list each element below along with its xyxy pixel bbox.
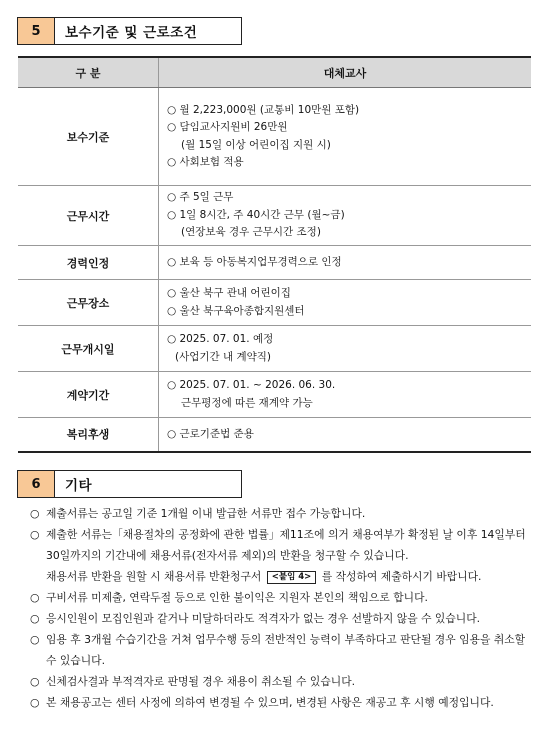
content-line: ○ 월 2,223,000원 (교통비 10만원 포함) [167, 103, 360, 116]
content-line: ○ 사회보험 적용 [167, 156, 244, 168]
table-row [18, 326, 531, 372]
row-label: 계약기간 [18, 372, 159, 418]
content-line: 근무평정에 따른 재계약 가능 [181, 396, 313, 409]
list-item [30, 629, 535, 671]
row-content [159, 280, 532, 326]
content-line: ○ 주 5일 근무 [167, 191, 234, 204]
section-6-header [17, 470, 242, 498]
bullet-icon: ○ [30, 528, 40, 541]
section-title: 기타 [55, 470, 242, 498]
table-row [18, 88, 531, 186]
table-row [18, 246, 531, 280]
section-title: 보수기준 및 근로조건 [55, 17, 242, 45]
note-text: 구비서류 미제출, 연락두절 등으로 인한 불이익은 지원자 본인의 책임으로 합니다. [46, 591, 428, 604]
table-row [18, 372, 531, 418]
row-content [159, 372, 532, 418]
content-line: ○ 근로기준법 준용 [167, 427, 254, 440]
bullet-icon: ○ [30, 591, 40, 604]
header-category: 구 분 [18, 57, 159, 88]
row-label: 보수기준 [18, 88, 159, 186]
content-line: ○ 울산 북구육아종합지원센터 [167, 304, 305, 317]
table-row [18, 186, 531, 246]
row-content [159, 88, 532, 186]
row-label: 근무개시일 [18, 326, 159, 372]
row-label: 복리후생 [18, 418, 159, 452]
row-label: 근무시간 [18, 186, 159, 246]
list-item-continuation [30, 566, 535, 587]
note-text: 채용서류 반환을 원할 시 채용서류 반환청구서 [46, 570, 262, 583]
table-row [18, 280, 531, 326]
section-5-header [17, 17, 242, 45]
conditions-table [18, 56, 531, 453]
appendix-tag: <붙임 4> [267, 571, 317, 584]
list-item [30, 692, 535, 713]
row-label: 근무장소 [18, 280, 159, 326]
note-text: 본 채용공고는 센터 사정에 의하여 변경될 수 있으며, 변경된 사항은 재공고 후 시행 예정입니다. [46, 696, 494, 709]
list-item [30, 608, 535, 629]
row-content [159, 246, 532, 280]
header-substitute-teacher: 대체교사 [159, 57, 532, 88]
content-line: (연장보육 경우 근무시간 조정) [181, 226, 321, 239]
note-text: 제출서류는 공고일 기준 1개월 이내 발급한 서류만 접수 가능합니다. [46, 507, 366, 520]
table-header-row [18, 57, 531, 88]
bullet-icon: ○ [30, 696, 40, 709]
note-text: 응시인원이 모집인원과 같거나 미달하더라도 적격자가 없는 경우 선발하지 않을 수 있습니다. [46, 612, 481, 625]
section-number: 6 [17, 470, 55, 498]
content-line: ○ 보육 등 아동복지업무경력으로 인정 [167, 255, 342, 268]
list-item [30, 503, 535, 524]
section-number: 5 [17, 17, 55, 45]
content-line: ○ 1일 8시간, 주 40시간 근무 (월~금) [167, 208, 345, 221]
note-text: 임용 후 3개월 수습기간을 거쳐 업무수행 등의 전반적인 능력이 부족하다고 판단될 경우 임용을 취소할 수 있습니다. [46, 633, 526, 667]
bullet-icon: ○ [30, 675, 40, 688]
list-item [30, 671, 535, 692]
content-line: ○ 울산 북구 관내 어린이집 [167, 287, 291, 299]
row-content [159, 418, 532, 452]
note-text: 신체검사결과 부적격자로 판명될 경우 채용이 취소될 수 있습니다. [46, 675, 356, 688]
content-line: (월 15일 이상 어린이집 지원 시) [181, 138, 331, 151]
content-line: ○ 담임교사지원비 26만원 [167, 121, 288, 133]
bullet-icon: ○ [30, 507, 40, 520]
list-item [30, 587, 535, 608]
content-line: ○ 2025. 07. 01. ~ 2026. 06. 30. [167, 379, 336, 391]
notes-list [30, 503, 535, 713]
note-text: 를 작성하여 제출하시기 바랍니다. [321, 570, 482, 583]
bullet-icon: ○ [30, 612, 40, 625]
content-line: (사업기간 내 계약직) [175, 350, 272, 363]
row-content [159, 326, 532, 372]
row-content [159, 186, 532, 246]
row-label: 경력인정 [18, 246, 159, 280]
bullet-icon: ○ [30, 633, 40, 646]
content-line: ○ 2025. 07. 01. 예정 [167, 333, 274, 345]
table-row [18, 418, 531, 452]
note-text: 제출한 서류는「채용절차의 공정화에 관한 법률」제11조에 의거 채용여부가 확정된 날 이후 14일부터 30일까지의 기간내에 채용서류(전자서류 제외)의 반환을 청구할 수 있습니다. [46, 528, 526, 562]
list-item [30, 524, 535, 566]
